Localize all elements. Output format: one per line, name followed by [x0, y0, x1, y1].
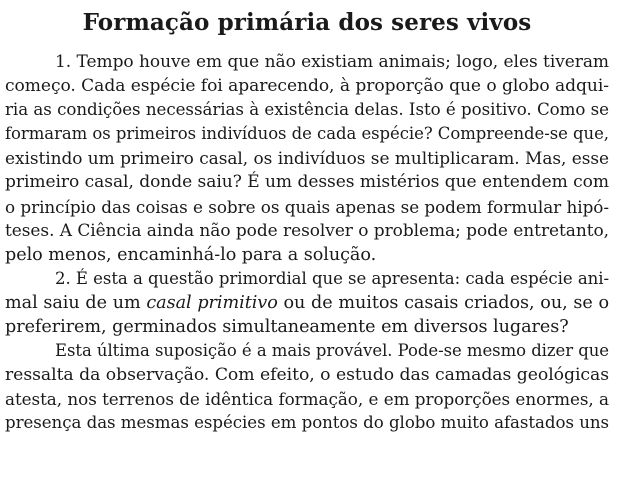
- body-text: [5, 50, 609, 436]
- text-line: preferirem, germinados simultaneamente em diversos lugares?: [5, 317, 569, 338]
- text-line: presença das mesmas espécies em pontos do globo muito afastados uns: [5, 413, 609, 433]
- text-segment: mal saiu de um: [5, 292, 147, 313]
- italic-phrase: casal primitivo: [146, 292, 278, 313]
- text-line: começo. Cada espécie foi aparecendo, à proporção que o globo adqui-: [5, 76, 609, 97]
- document-page: [5, 0, 609, 436]
- text-line: ressalta da observação. Com efeito, o estudo das camadas geológicas: [5, 365, 609, 386]
- text-line: atesta, nos terrenos de idêntica formação, e em proporções enormes, a: [5, 389, 609, 410]
- text-line: formaram os primeiros indivíduos de cada espécie? Compreende-se que,: [5, 124, 609, 144]
- text-line: pelo menos, encaminhá-lo para a solução.: [5, 244, 377, 265]
- text-line: ria as condições necessárias à existência delas. Isto é positivo. Como se: [5, 100, 609, 120]
- text-line: 1. Tempo houve em que não existiam animais; logo, eles tiveram: [55, 52, 609, 72]
- text-line: primeiro casal, donde saiu? É um desses mistérios que entendem com: [5, 172, 609, 193]
- text-line-with-italic: [5, 291, 609, 315]
- text-line: 2. É esta a questão primordial que se apresenta: cada espécie ani-: [55, 268, 610, 288]
- text-line: Esta última suposição é a mais provável. Pode-se mesmo dizer que: [55, 341, 609, 361]
- text-line: existindo um primeiro casal, os indivíduos se multiplicaram. Mas, esse: [5, 148, 609, 169]
- text-segment: ou de muitos casais criados, ou, se o: [277, 292, 610, 313]
- page-title: Formação primária dos seres vivos: [82, 9, 532, 36]
- text-line: o princípio das coisas e sobre os quais apenas se podem formular hipó-: [5, 196, 609, 217]
- text-line: teses. A Ciência ainda não pode resolver o problema; pode entretanto,: [5, 220, 609, 241]
